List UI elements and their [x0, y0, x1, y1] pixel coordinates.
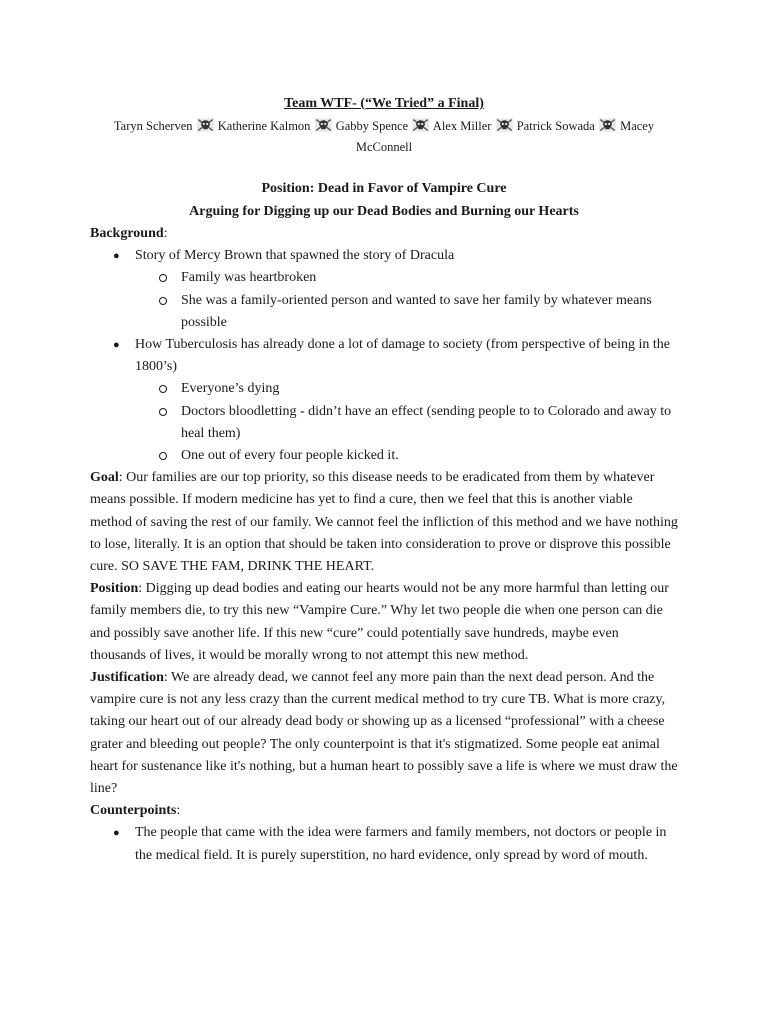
position-text: : Digging up dead bodies and eating our hearts would not be any more harmful than letting our family members die, to try this new “Vampire Cure.” Why let two people die when one person can die and possibly save another life. If this new “cure” could potentially save hundreds, maybe even thousands of lives, it would be morally wrong to not attempt this new method.	[90, 581, 669, 663]
sub-list-item: She was a family-oriented person and wanted to save her family by whatever means possible	[90, 290, 678, 334]
background-label: Background	[90, 226, 164, 241]
author-name: Patrick Sowada	[516, 119, 595, 133]
skull-crossbones-icon	[197, 118, 214, 132]
author-list	[100, 116, 668, 158]
background-heading: Background:	[90, 226, 168, 241]
author-name: Macey McConnell	[355, 119, 655, 154]
list-item	[90, 245, 678, 334]
counterpoints-heading	[90, 800, 678, 822]
justification-label: Justification	[90, 670, 164, 686]
author-name: Gabby Spence	[335, 119, 409, 133]
sub-list	[135, 267, 678, 334]
sub-list	[135, 378, 678, 467]
sub-list-item: Doctors bloodletting - didn’t have an effect (sending people to to Colorado and away to heal them)	[90, 401, 678, 445]
goal-paragraph	[90, 467, 678, 578]
list-item: ● The people that came with the idea were farmers and family members, not doctors or people in the medical field. It is purely superstition, no hard evidence, only spread by word of mouth.	[90, 822, 678, 866]
background-list	[90, 245, 678, 467]
counterpoints-label: Counterpoints	[90, 803, 177, 819]
position-label: Position	[90, 581, 139, 597]
author-name: Alex Miller	[432, 119, 492, 133]
sub-list-item: Everyone’s dying	[90, 378, 678, 400]
counterpoints-list	[90, 822, 678, 866]
list-item-text: Story of Mercy Brown that spawned the story of Dracula	[135, 248, 455, 264]
list-item-text: How Tuberculosis has already done a lot of damage to society (from perspective of being in the 1800’s)	[135, 337, 670, 375]
list-item	[90, 334, 678, 467]
skull-crossbones-icon	[315, 118, 332, 132]
position-heading: Position: Dead in Favor of Vampire Cure	[261, 181, 507, 196]
goal-text: : Our families are our top priority, so this disease needs to be eradicated from them by whatever means possible. If modern medicine has yet to find a cure, then we feel that this is another viable method of saving the rest of our family. We cannot feel the infliction of this method and we have nothing to lose, literally. It is an option that should be taken into consideration to prove or disprove this possible cure. SO SAVE THE FAM, DRINK THE HEART.	[90, 470, 678, 575]
justification-paragraph	[90, 667, 678, 800]
document-title: Team WTF- (“We Tried” a Final)	[284, 96, 484, 111]
goal-label: Goal	[90, 470, 119, 486]
sub-list-item: One out of every four people kicked it.	[90, 445, 678, 467]
skull-crossbones-icon	[412, 118, 429, 132]
skull-crossbones-icon	[496, 118, 513, 132]
position-paragraph	[90, 578, 678, 667]
skull-crossbones-icon	[599, 118, 616, 132]
author-name: Taryn Scherven	[113, 119, 193, 133]
sub-list-item: Family was heartbroken	[90, 267, 678, 289]
counterpoints-colon: :	[176, 803, 181, 819]
argument-heading: Arguing for Digging up our Dead Bodies and Burning our Hearts	[189, 204, 579, 219]
author-name: Katherine Kalmon	[217, 119, 311, 133]
justification-text: : We are already dead, we cannot feel any more pain than the next dead person. And the vampire cure is not any less crazy than the current medical method to try cure TB. What is more crazy, taking our heart out of our already dead body or showing up as a licensed “professional” with a cheese grater and bleeding out people? The only counterpoint is that it's stigmatized. Some people eat animal heart for sustenance like it's nothing, but a human heart to possibly save a life is where we must draw the line?	[90, 670, 678, 797]
